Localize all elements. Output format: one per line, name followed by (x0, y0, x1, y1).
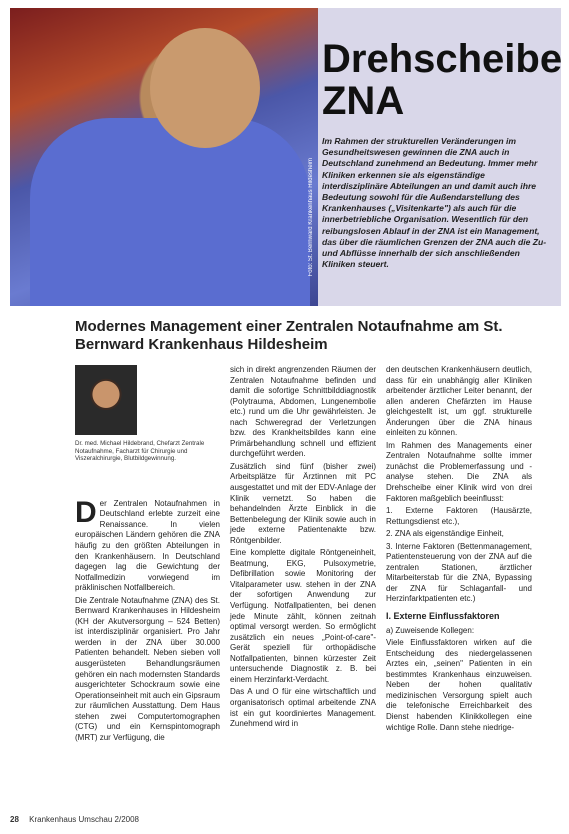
column-1 (75, 365, 220, 745)
title-line-2: ZNA (322, 79, 405, 123)
paragraph: Das A und O für eine wirtschaftlich und organisatorisch optimal arbeitende ZNA ist ein gut koordiniertes Management. Zunehmend wird in (230, 687, 376, 729)
column-3 (386, 365, 532, 735)
article-subhead: Modernes Management einer Zentralen Notaufnahme am St. Bernward Krankenhaus Hildesheim (75, 318, 503, 353)
list-item: 1. Externe Faktoren (Hausärzte, Rettungsdienst etc.), (386, 506, 532, 526)
dropcap: D (75, 495, 97, 529)
author-portrait (75, 365, 137, 435)
paragraph: den deutschen Krankenhäusern deutlich, dass für ein unabhängig aller Kliniken arbeitender ärztlicher Leiter benannt, der allen anderen Chefärzten im Hause gleichgestellt ist, um ggf. strukturelle Änderungen über die ZNA hinaus einleiten zu können. (386, 365, 532, 438)
section-heading: I. Externe Einflussfaktoren (386, 611, 500, 622)
list-item: 3. Interne Faktoren (Bettenmanagement, Patientensteuerung von der ZNA auf die zentralen Stationen, ärztlicher Mitarbeiterstab für die ZNA, Bypassing der ZNA für Schlaganfall- und Herzinfarktpatienten etc.) (386, 541, 532, 604)
paragraph: Viele Einflussfaktoren wirken auf die Entscheidung des niedergelassenen Arztes ein, „seinen" Patienten in ein bestimmtes Krankenhaus einzuweisen. Neben der hohen qualitativ medizinischen Versorgung spielt auch die telefonische Erreichbarkeit des Dienst habenden Klinikkollegen eine wichtige Rolle. Dann stehe niedrige- (386, 638, 532, 732)
title-line-1: Drehscheibe (322, 37, 563, 81)
list-item: 2. ZNA als eigenständige Einheit, (386, 529, 504, 539)
intro-text: Im Rahmen der strukturellen Veränderungen im Gesundheitswesen gewinnen die ZNA auch in Deutschland zunehmend an Bedeutung. Immer mehr Kliniken erkennen sie als eigenständige interdisziplinäre Abteilungen an und damit auch ihre Bedeutung sowohl für die Außendarstellung des Krankenhauses („Visitenkarte") als auch für die innerbetriebliche Organisation. Wesentlich für den reibungslosen Ablauf in der ZNA ist ein Management, das über die räumlichen Grenzen der ZNA auch die Zu- und Abflüsse innerhalb der sich anschließenden Kliniken steuert. (322, 136, 547, 270)
photo-face (150, 28, 260, 148)
paragraph: Zusätzlich sind fünf (bisher zwei) Arbeitsplätze für Ärztinnen mit PC ausgestattet und mit der EDV-Anlage der Klinik vernetzt. So haben die behandelnden Ärzte Einblick in die Bettenbelegung der Klinik sowie auch in jede externe Patientenakte bzw. Röntgenbilder. (230, 461, 376, 545)
header-photo (10, 8, 318, 306)
column-2 (230, 365, 376, 732)
subsection-label: a) Zuweisende Kollegen: (386, 625, 475, 635)
author-caption: Dr. med. Michael Hildebrand, Chefarzt Zentrale Notaufnahme, Facharzt für Chirurgie und Viszeralchirurgie, Blutbildgewinnung. (75, 440, 205, 463)
journal-name: Krankenhaus Umschau 2/2008 (29, 815, 139, 824)
paragraph: Eine komplette digitale Röntgeneinheit, Beatmung, EKG, Pulsoxymetrie, Defibrillation sowie Monitoring der Vitalparameter usw. stehen in der ZNA der sofortigen Anwendung zur Verfügung. Notfallpatienten, bei denen jede Minute zählt, können zeitnah optimal versorgt werden. So ermöglicht zusätzlich ein neues „Point-of-care"-Gerät speziell für orthopädische Notfallpatienten, binnen kürzester Zeit untersuchende Diagnostik z. B. bei einem Herzinfarkt-Verdacht. (230, 548, 376, 684)
paragraph: Der Zentralen Notaufnahmen in Deutschland erlebte zurzeit eine Renaissance. In vielen europäischen Ländern gehören die ZNA häufig zu den größten Abteilungen in den Krankenhäusern. In Deutschland dagegen lag die Gewichtung der Notfallmedizin vorwiegend im präklinischen Notfallbereich. (75, 495, 220, 593)
page-footer (10, 815, 139, 824)
photo-credit: Foto: St. Bernward Krankenhaus Hildesheim (308, 158, 314, 277)
page-number: 28 (10, 815, 19, 824)
paragraph: Im Rahmen des Managements einer Zentralen Notaufnahme sollte immer zunächst die Problemerfassung und -analyse stehen. Die ZNA als Drehscheibe einer Klinik wird von drei Faktoren maßgeblich beeinflusst: (386, 440, 532, 503)
page-title (322, 38, 562, 122)
paragraph: Die Zentrale Notaufnahme (ZNA) des St. Bernward Krankenhauses in Hildesheim (KH der Akutversorgung – 524 Betten) ist interdisziplinär organisiert. Pro Jahr werden in der ZNA über 30.000 Patienten behandelt. Neben sieben voll ausgerüsteten Behandlungsräumen gehören ein nach modernsten Standards ausgerichteter Schockraum sowie eine Operationseinheit mit auch ein Gipsraum zur räumlichen Ausstattung. Dem Haus stehen zwei Computertomographen (CTG) und ein Kernspintomograph (MRT) zur Verfügung, die (75, 595, 220, 742)
paragraph: sich in direkt angrenzenden Räumen der Zentralen Notaufnahme befinden und damit die sofortige Schnittbilddiagnostik (Polytrauma, Abdomen, Lungenembolie etc.) rund um die Uhr gewährleisten. Je nach Schweregrad der Verletzungen bzw. des Krankheitsbildes kann eine Primärbehandlung schnell und effizient durchgeführt werden. (230, 365, 376, 459)
photo-shirt (30, 118, 310, 306)
hero-banner (10, 8, 561, 306)
